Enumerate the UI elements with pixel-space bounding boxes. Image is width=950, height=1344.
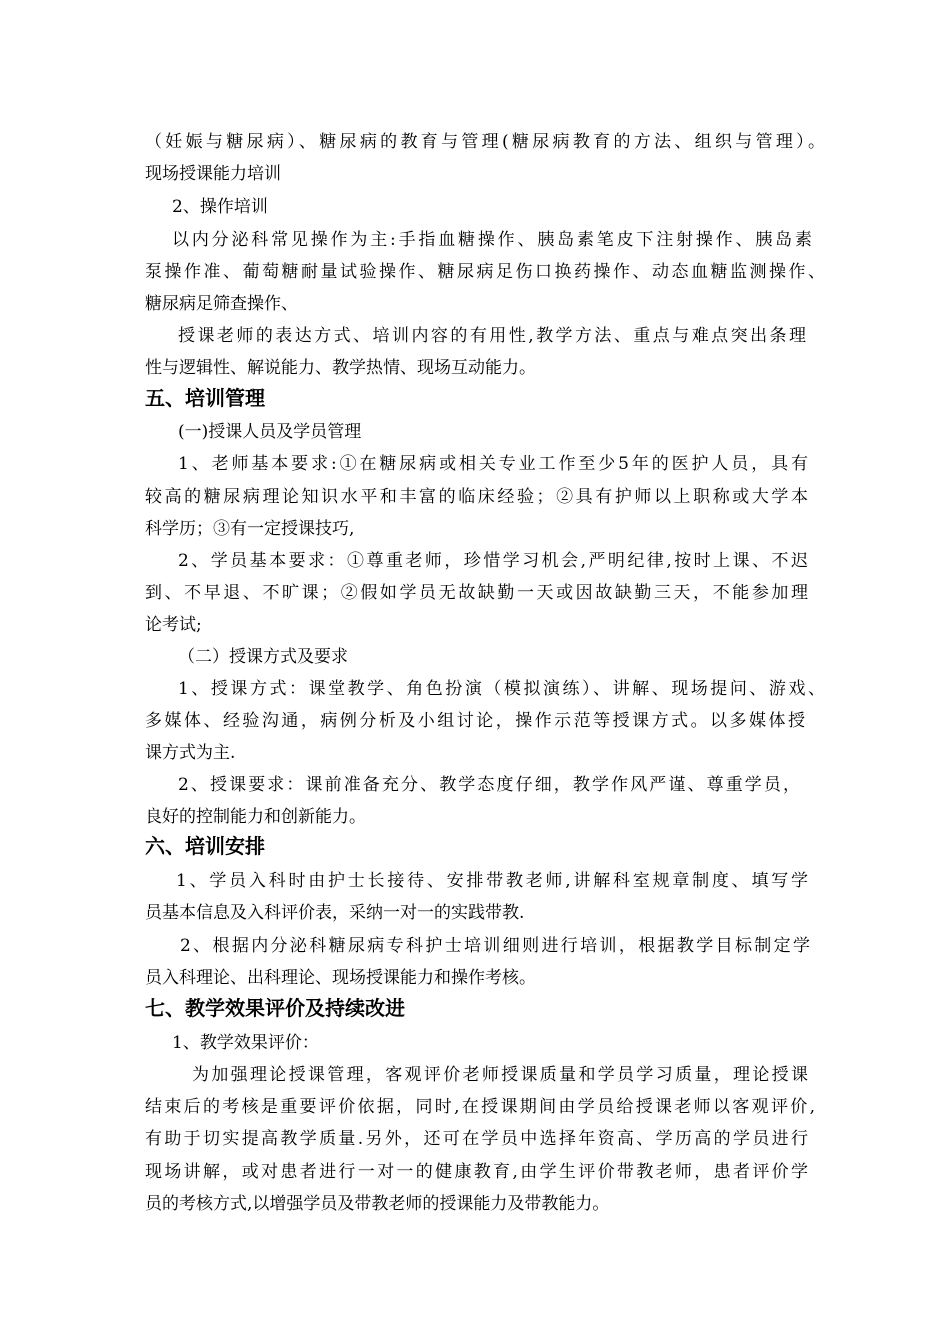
paragraph-line: 2、授课要求：课前准备充分、教学态度仔细，教学作风严谨、尊重学员， (178, 775, 800, 795)
paragraph-line: 糖尿病足筛查操作、 (145, 294, 298, 314)
paragraph-line: 2、学员基本要求：①尊重老师，珍惜学习机会,严明纪律,按时上课、不迟 (178, 551, 808, 571)
paragraph-line: 1、老师基本要求:①在糖尿病或相关专业工作至少5年的医护人员，具有 (178, 454, 808, 474)
subsection-heading: (一)授课人员及学员管理 (178, 422, 362, 442)
paragraph-line: 授课老师的表达方式、培训内容的有用性,教学方法、重点与难点突出条理 (178, 326, 806, 346)
paragraph-line: 到、不早退、不旷课；②假如学员无故缺勤一天或因故缺勤三天，不能参加理 (145, 583, 808, 603)
paragraph-line: 2、根据内分泌科糖尿病专科护士培训细则进行培训，根据教学目标制定学 (180, 936, 810, 956)
paragraph-line: （妊娠与糖尿病）、糖尿病的教育与管理(糖尿病教育的方法、组织与管理）。 (145, 132, 825, 152)
paragraph-line: 较高的糖尿病理论知识水平和丰富的临床经验；②具有护师以上职称或大学本 (145, 487, 808, 507)
paragraph-line: 2、操作培训 (172, 197, 268, 217)
paragraph-line: 有助于切实提高教学质量.另外，还可在学员中选择年资高、学历高的学员进行 (145, 1129, 808, 1149)
section-heading: 七、教学效果评价及持续改进 (145, 996, 405, 1020)
paragraph-line: 员入科理论、出科理论、现场授课能力和操作考核。 (145, 968, 536, 988)
paragraph-line: 泵操作准、葡萄糖耐量试验操作、糖尿病足伤口换药操作、动态血糖监测操作、 (145, 262, 825, 282)
paragraph-line: 课方式为主. (145, 743, 236, 763)
paragraph-line: 1、授课方式：课堂教学、角色扮演（模拟演练）、讲解、现场提问、游戏、 (178, 679, 825, 699)
section-heading: 六、培训安排 (145, 834, 265, 858)
paragraph-line: 以内分泌科常见操作为主:手指血糖操作、胰岛素笔皮下注射操作、胰岛素 (172, 230, 812, 250)
paragraph-line: 现场授课能力培训 (145, 164, 281, 184)
paragraph-line: 1、教学效果评价： (172, 1033, 319, 1053)
paragraph-line: 论考试; (145, 615, 202, 635)
paragraph-line: 结束后的考核是重要评价依据，同时,在授课期间由学员给授课老师以客观评价, (145, 1097, 815, 1117)
paragraph-line: 性与逻辑性、解说能力、教学热情、现场互动能力。 (145, 358, 536, 378)
section-heading: 五、培训管理 (145, 386, 265, 410)
paragraph-line: 1、学员入科时由护士长接待、安排带教老师,讲解科室规章制度、填写学 (176, 871, 808, 891)
paragraph-line: 科学历；③有一定授课技巧, (145, 519, 355, 539)
paragraph-line: 为加强理论授课管理，客观评价老师授课质量和学员学习质量，理论授课 (192, 1065, 808, 1085)
subsection-heading: （二）授课方式及要求 (178, 647, 348, 667)
paragraph-line: 良好的控制能力和创新能力。 (145, 807, 366, 827)
paragraph-line: 现场讲解，或对患者进行一对一的健康教育,由学生评价带教老师，患者评价学 (145, 1162, 808, 1182)
paragraph-line: 多媒体、经验沟通，病例分析及小组讨论，操作示范等授课方式。以多媒体授 (145, 711, 805, 731)
paragraph-line: 员基本信息及入科评价表，采纳一对一的实践带教. (145, 903, 525, 923)
paragraph-line: 员的考核方式,以增强学员及带教老师的授课能力及带教能力。 (145, 1194, 610, 1214)
